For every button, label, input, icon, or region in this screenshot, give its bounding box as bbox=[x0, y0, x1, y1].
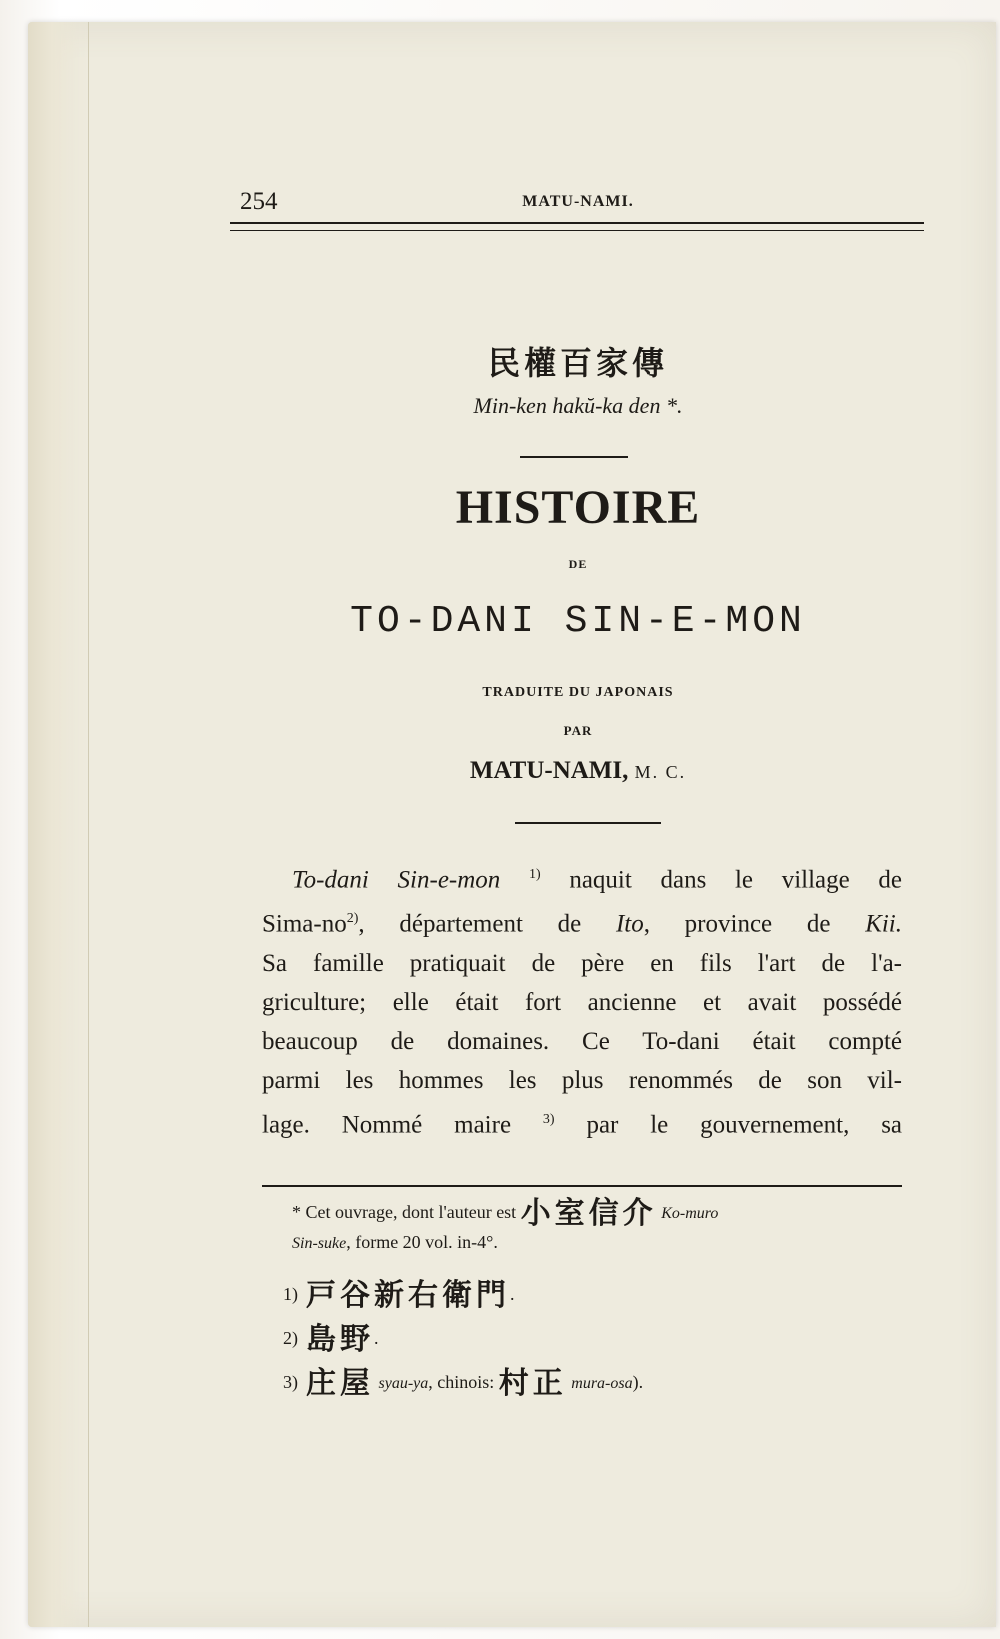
footnote-1-kanji: 戸谷新右衛門 bbox=[306, 1277, 510, 1313]
body-line-1 bbox=[262, 855, 902, 899]
footnote-3-number: 3) bbox=[283, 1372, 298, 1392]
footnote-3-kanji-a: 庄屋 bbox=[306, 1365, 374, 1401]
footnote-1 bbox=[262, 1272, 902, 1316]
by-label: PAR bbox=[563, 723, 593, 738]
kanji-title: 民權百家傳 bbox=[487, 344, 668, 382]
page-number: 254 bbox=[240, 188, 278, 215]
footnote-2-kanji: 島野 bbox=[306, 1321, 374, 1357]
footnote-star-kanji: 小室信介 bbox=[520, 1195, 657, 1231]
footnote-star-text-2: , forme 20 vol. in-4°. bbox=[346, 1232, 498, 1252]
body-text-1: naquit dans le village de bbox=[569, 866, 902, 894]
author-line bbox=[232, 757, 924, 785]
main-title: HISTOIRE bbox=[455, 481, 701, 534]
footnote-ref-1: 1) bbox=[528, 867, 541, 882]
body-paragraph bbox=[262, 855, 902, 1144]
body-line-4: griculture; elle était fort ancienne et avait possédé bbox=[262, 988, 902, 1016]
footnote-ref-3: 3) bbox=[542, 1111, 555, 1127]
footnote-rule bbox=[262, 1185, 902, 1187]
footnote-3-romaji-a: syau-ya bbox=[378, 1375, 429, 1392]
body-line-5: beaucoup de domaines. Ce To-dani était compté bbox=[262, 1027, 902, 1055]
footnote-3-kanji-b: 村正 bbox=[498, 1365, 567, 1401]
title-divider-bottom bbox=[515, 822, 661, 824]
footnote-2 bbox=[262, 1316, 902, 1360]
page-binding-edge bbox=[28, 22, 89, 1627]
running-head: MATU-NAMI. bbox=[522, 193, 634, 210]
page-header bbox=[232, 180, 924, 220]
footnote-star-romaji: Ko-muro bbox=[661, 1205, 719, 1222]
author-suffix: M. C. bbox=[634, 762, 687, 782]
footnote-2-number: 2) bbox=[283, 1328, 298, 1348]
subject-name: TO-DANI SIN-E-MON bbox=[350, 600, 806, 643]
footnote-1-end: . bbox=[510, 1284, 515, 1304]
body-line-6: parmi les hommes les plus renommés de son vil- bbox=[262, 1066, 902, 1094]
header-rule bbox=[230, 222, 924, 231]
title-connector: DE bbox=[568, 557, 588, 571]
author-name: MATU-NAMI, bbox=[469, 757, 629, 784]
body-text-7a: lage. Nommé maire bbox=[262, 1110, 512, 1138]
footnote-3-mid: , chinois: bbox=[428, 1372, 495, 1392]
footnote-star-romaji-2: Sin-suke bbox=[292, 1235, 347, 1252]
footnote-ref-2: 2) bbox=[346, 911, 359, 927]
body-text-2c: , province de bbox=[643, 910, 831, 938]
footnotes bbox=[262, 1195, 902, 1404]
body-line-2 bbox=[262, 899, 902, 943]
footnote-2-end: . bbox=[374, 1328, 379, 1348]
footnote-3-romaji-b: mura-osa bbox=[571, 1375, 633, 1392]
footnote-3 bbox=[262, 1360, 902, 1404]
footnote-3-end: ). bbox=[632, 1372, 644, 1392]
romanized-title: Min-ken hakŭ-ka den *. bbox=[473, 393, 683, 418]
footnote-star bbox=[262, 1195, 902, 1258]
title-divider-top bbox=[520, 456, 628, 458]
body-text-7b: par le gouvernement, sa bbox=[586, 1110, 902, 1138]
body-line-3: Sa famille pratiquait de père en fils l'art de l'a- bbox=[262, 949, 902, 977]
footnote-1-number: 1) bbox=[283, 1284, 298, 1304]
footnote-star-text: * Cet ouvrage, dont l'auteur est bbox=[292, 1202, 517, 1222]
body-text-2a: Sima-no bbox=[262, 910, 347, 938]
translation-note: TRADUITE DU JAPONAIS bbox=[482, 685, 674, 700]
body-place-ito: Ito bbox=[615, 910, 644, 938]
body-place-kii: Kii. bbox=[865, 910, 902, 938]
body-name: To-dani Sin-e-mon bbox=[292, 866, 501, 894]
body-line-7 bbox=[262, 1100, 902, 1144]
body-text-2b: , département de bbox=[358, 910, 582, 938]
